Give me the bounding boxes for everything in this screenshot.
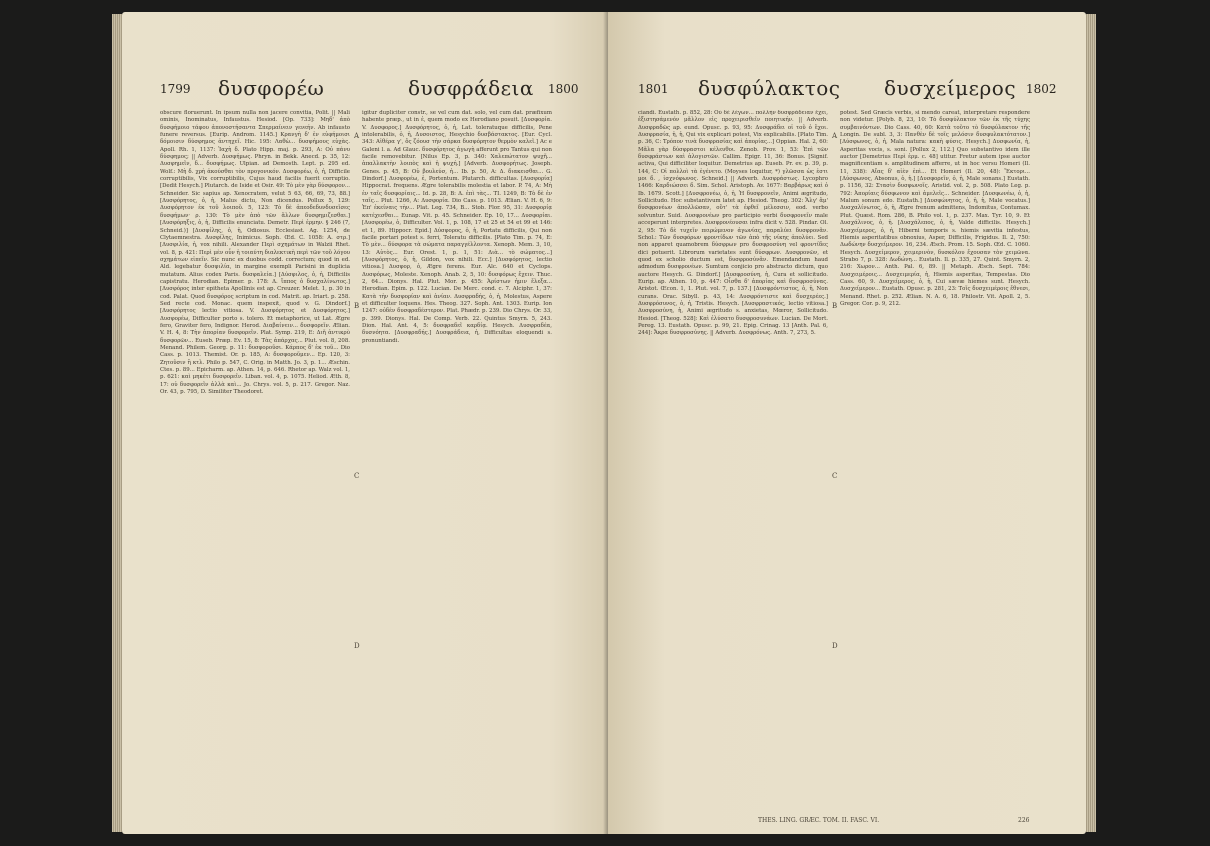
margin-letter-b: B [832, 302, 838, 310]
guide-word-left: δυσφύλακτος [698, 76, 841, 100]
page-number-1801: 1801 [638, 82, 669, 96]
page-stack-left-edge [112, 14, 122, 832]
left-page-column-1: obscure floruerunt. In ipsum nulla non jacere convitia, Polit. || Mali ominis, Inominatus, Infaustus. Hesiod. [Op. 733]: Μηδ' ἀπὸ δυσφήμοιο τάφου ἀπονοστήσαντα Σπερμαίνειν γενεήν. Ab infausto funere reversus. [Eurip. Androm. 1145.] Κρανγὴ δ' ἐν εὐφήμοισι δόμοισιν δύσφημος ἀντηχεῖ. Hic. 195: Λαθὼ... δυσφήμους εὐχὰς. Apoll. Rh. 1, 1137: Ἰαχὴ δ. Plato Hipp. maj. p. 293, A: Οὐ πάνυ δύσφημος; || Adverb. Δυσφήμως. Phryn. in Bekk. Anecd. p. 35, 12: Δυσφημεῖν, δ... δυσφήμως. Ulpian. ad Demosth. Lept. p. 295 ed. Wolf.: Μὴ δ. χρὴ ἀκούσθαι τὸν προγονικόν. Δυσφορέω, ὁ, ἡ, Difficile corruptibilis, Vix corruptibilis, Cujus haud facilis fuerit corruptio. [Dedit Hesych.] Plutarch. de Iside et Osir. 49: Τὸ μὲν γὰρ δύσφορον... Schneider. Sic sapius ap. Xenocratem, velut 5 63, 66, 69, 73, 88.] [Δυσφόρητος, ὁ, ἡ, Malus dictu, Non dicendus. Pollux 5, 129: Δυσφόρητον ἐκ τοῦ λοιποῦ. 5, 123: Τὸ δὲ ἀπεοδεδυνδυσεῖσες δυσφήμων· ρ. 130: Τὸ μὲν ἀπὸ τῶν ἄλλων δυσφημιζεσθαι.] [Δυσφόρηξις, ὁ, ἡ, Difficilis enunciatu. Demetr. Περὶ ἑρμην. § 246 (7, Schneid.)] [Δυσφίλης, ὁ, ἡ, Odiosus. Ecclesiast. Ag. 1254, de Clytaemnestra. Δυσφίλης, Inimicus. Soph. Œd. C. 1058: Α. στρ.] [Δυσφιλία, ἡ, vox nihili. Alexander Περὶ σχημάτων in Walzii Rhet. vol. 8, p. 421: Περὶ μὲν οὖν ἡ τοιαύτη διαλεκτικὴ περὶ τῶν τοῦ λόγου σχημάτων εἰπεῖν. Sic nunc ex duobus codd. correctum; quod in ed. Ald. legebatur δυσφιλία, in margine exempli Parisini in duplicia mutatum. Alius codex Paris. δυσφαλεία.] [Δύσφιλος, ὁ, ἡ, Difficilis capistratu. Herodian. Epimer. p. 178: Δ. ἵππος ὁ δυσχαλίνωτος.] [Δυσφόρος inter epitheta Apollinis est ap. Creuzer. Melet. 1, p. 30 in cod. Palat. Quod δυσφόρος scriptum in cod. Matrit. ap. Iriart. p. 258. Sed recte cod. Monac. quem inspexit, quod v. G. Dindorf.] [Δυσφόρητος lectio vitiosa. V. Δυσφόρητος et Δυσφόρητος.] Δυσφορέω, Difficulter porto s. tolero. Et metaphorice, ut Lat. Ægre fero, Graviter fero, Indignor. Herod. Διαβαίνειν... δυσφορεῖν. Ælian. V. H. 4, 8: Τὴν ἀπορίαν δυσφορεῖν. Plat. Symp. 219, E: Διῆ ἀντικρὺ δυσφορῶν... Euseb. Præp. Ev. 15, 8: Τὰς ἀπάρχας... Plut. vol. 8, 208. Menand. Philem. Georg. p. 11: δυσφοροῦσι. Κάρπος δ' ἐκ τοῦ... Dio Cass. p. 1013. Themist. Or. p. 185, A: δυσφοροῦμεν... Ep. 120, 3: Ζητοῦσιν ἢ κτλ. Philo p. 547, C. Orig. in Matth. Jo. 3, p. 1... Æschin. Ctes. p. 89... Epicharm. ap. Athen. 14, p. 646. Rhetor ap. Walz vol. 1, p. 621: καὶ μηκέτι δυσφορεῖν. Liban. vol. 4, p. 1075. Heliod. Æth. 8, 17: οὐ δυσφορεῖν ἀλλὰ καὶ... Jo. Chrys. vol. 5, p. 217. Gregor. Naz. Or. 43, p. 795, D. Similiter Theodoret. [160, 110, 350, 396]
guide-word-right: δυσφράδεια [408, 76, 534, 100]
right-page-header [638, 76, 1057, 100]
right-page-column-2: potest. Sed Græcis verbis, si mendo careat, interpretare respondere non videtur. [Polyb. 8, 23, 10: Τὸ δυσφύλακτον τῶν ἐκ τῆς τύχης συμβαινόντων. Dio Cass. 40, 60: Κατὰ τοῦτο τὸ δυσφύλακτον τῆς Longin. De subl. 3, 3: Πανθὲν δὲ τοῖς μελόσιν δυσφυλακτότατον.] [Δύσφωνος, ὁ, ἡ, Mala natura: κακὴ φύσις. Hesych.] Δυσφωνία, ἡ, Asperitas vocis, s. soni. [Pollux 2, 112.] Quo substantivo idem ille auctor [Demetrius Περὶ ἑρμ. c. 48] utitur. Fretur autem ipse auctor magnificentiam s. amplitudinem afferre, ut in hoc versu Homeri (Il. 11, 338): Αἴας δ' αἰὲν ἐπὶ... Et Homeri (Il. 20, 48): Ἔκτορι... [Δύσφωνος, Absonus, ὁ, ἡ.] [Δυσφορεῖν, ὁ, ἡ, Male sonans.] Eustath. p. 1156, 32: Στασὶν δυσφωνοῖς. Aristid. vol. 2, p. 508. Plato Leg. p. 792: Ἀπορίαις δύσφωνον καὶ ἀμελεῖς... Schneider. [Δυσφωνέω, ὁ, ἡ, Malum sonum edo. Eustath.] [Δυσφώνητος, ὁ, ἡ, ἡ, Male vocatus.] Δυσχαλίνωτος, ὁ, ἡ, Ægre frenum admittens, Indomitus, Contumax. Plut. Quæst. Rom. 286, B. Philo vol. 1, p. 237. Max. Tyr. 10, 9. Et Δυσχάλινος, ὁ, ἡ. [Δυσχάλεπος, ὁ, ἡ, Valde difficilis. Hesych.] Δυσχείμερος, ὁ, ἡ, Hiberni temporis s. hiemis sævitia infestus, Hiemis asperitatibus obnoxius, Asper, Difficilis, Frigidus. Il. 2, 750: Δωδώνην δυσχείμερον. 16, 234. Æsch. Prom. 15. Soph. Œd. C. 1060. Hesych. Δυσχείμερον, χειμερινὸν, δυσκόλου ἔχουσαν τὸν χειμῶνα. Strabo 7, p. 328: Δωδώνη... Eustath. Il. p. 335, 27. Quint. Smyrn. 2, 216: Χωρον... Anth. Pal. 6, 89. || Metaph. Æsch. Sept. 784: Δυσχειμέροις... Δυσχειμερία, ἡ, Hiemis asperitas, Tempestas. Dio Cass. 60, 9. Δυσχείμερος, ὁ, ἡ, Cui sævæ hiemes sunt. Hesych. Δυσχείμερον... Eustath. Opusc. p. 281, 23: Τοῖς δυσχειμέροις ἔθνεσι, Menand. Rhet. p. 252. Ælian. N. A. 6, 18. Philostr. Vit. Apoll. 2, 5. Gregor. Cor. p. 9, 212. [840, 110, 1030, 307]
page-number-1802: 1802 [1026, 82, 1057, 96]
volume-footer: THES. LING. GRÆC. TOM. II. FASC. VI. [758, 817, 880, 824]
guide-word-right: δυσχείμερος [884, 76, 1017, 100]
left-page-header [160, 76, 579, 100]
left-page [122, 12, 608, 834]
signature-mark: 226 [1018, 817, 1030, 824]
margin-letter-a: A [832, 132, 838, 140]
left-page-column-2: igitur dupliciter constr., se vel cum dat. solo, vel cum dat. præfixum habente præp., ut in ἐ, quem modo ex Herodiano posuit. [Δυσφορία. V. Δυσφορος.] Δυσφόρητος, ὁ, ἡ, Lat. toleratuque difficilis, Pene intolerabilis, ὁ, ἡ, Δυσοιστος, Hesychio δυσβάστακτος. [Eur. Cycl. 343: Αἰθέρα γ', ὅς ζόουσ τὴν σάρκα δυσφόρητον θερμὸν καλεῖ.] Ac e Galeni l. a. Ad Glauc. δυσφόρητος ἀγωγὴ afferunt pro Tantus qui non facile removebitur. [Nilus Ep. 3, p. 340: Χαλεπώτατον ψυχῆ... ἀπαλλακτὴν λοιπὸς καὶ ἡ ψυχή.] [Adverb. Δυσφορήτως. Joseph. Genes. p. 45, B: Οὐ βουλεύσ, ἡ... Ib. p. 50, A: Δ. διακεισθαι... G. Dindorf.] Δυσφορέω, ἐ, Portentum. Plutarch. difficultas. [Δυσφορία] Hippocrat. frequens. Ægre tolerabilis molestia et labor. P. 74, A: Μὴ ἐν ταῖς δυσφορίαις... Id. p. 28, B: Δ. ἐπὶ τὰς... ΤΙ. 1249, B: Τὸ δὲ ἐν ταῖς... Plut. 1266, A: Δυσφορία. Dio Cass. p. 1013. Ælian. V. H. 6, 9: Ἐπ' ἐκείναις τὴν... Plat. Leg. 734, B... Stob. Flor. 95, 31: Δυσφορίᾳ κατέχεσθαι... Eunap. Vit. p. 45. Schneider. Ep. 10, 17... Δυσφορίαι. [Δυσφορέω, ὁ, Difficulter. Vol. 1, p. 108, 17 et 25 et 54 et 99 et 146: et 1, 89. Hippocr. Epid.] Δύσφορος, ὁ, ἡ, Portatu difficilis, Qui non facile portari potest s. ferri, Toleratu difficilis. [Plato Tim. p. 74, E: Τὸ μὲν... δύσφορα τὰ σώματα παραγγέλλοντα. Xenoph. Mem. 3, 10, 13: Αὐτὸς... Eur. Orest. 1, p. 1, 51: Διὰ... τὸ σώματος...] [Δυσφόρητος, ὁ, ἡ, Gildon, vox nihili. Ecc.] [Δυσφόρητος, lectio vitiosa.] Δυσφορ, ὁ, Ægre ferens. Eur. Alc. 640 et Cyclops. Δυσφόρως, Moleste. Xenoph. Anab. 2, 5, 10: δυσφόρως ἔχειν. Thuc. 2, 64... Dionys. Hal. Plut. Mor. p. 455: Ἀρίστων ἡμιν ἔλεξα... Herodian. Epim. p. 122. Lucian. De Merc. cond. c. 7. Alciphr. 1, 37: Κατὰ τὴν δυσφορίαν καὶ ἀνίαν. Δυσφραδής, ὁ, ἡ, Molestus, Aspere et difficulter loquens. Hes. Theog. 327. Soph. Ant. 1303. Eurip. Ion 1247: οὐδὲν δυσφραδέστερον. Plat. Phædr. p. 239. Dio Chrys. Or. 33, p. 399. Dionys. Hal. De Comp. Verb. 22. Quintus Smyrn. 5, 243. Dion. Hal. Ant. 4, 5: δυσφραδεῖ καρδίᾳ. Hesych. Δυσφραδέα, δυσνόητα. [Δυσφραδής.] Δυσφράδεια, ἡ, Difficultas eloquendi s. pronuntiandi. [362, 110, 552, 344]
margin-letter-b: B [354, 302, 360, 310]
margin-letter-c: C [832, 472, 838, 480]
guide-word-left: δυσφορέω [218, 76, 325, 100]
margin-letter-d: D [354, 642, 360, 650]
margin-letter-c: C [354, 472, 360, 480]
page-number-1799: 1799 [160, 82, 191, 96]
margin-letter-d: D [832, 642, 838, 650]
right-page-column-1: ciandi. Eustath. p. 852, 28: Οὐ δὲ λέγων... πολλὴν δυσφράδειαν ἔχει, ἐξιστησάμενόν μᾶλλον εἰς προχειρισθεῖν ποιητικήν. || Adverb. Δυσφραδῶς ap. eund. Opusc. p. 93, 95: Δυσφράδει οἱ τοῦ ὁ ἔχοι. Δυσφρασία, ἡ, ἡ, Qui vix explicari potest, Vix explicabilis. [Plato Tim. p. 36, C: Τρόπον τινὰ δυσφρασίας καὶ ἀπορίας...] Oppian. Hal. 2, 60: Μᾶλα γὰρ δύσφραστοι κέλευθοι. Zenob. Prov. 1, 53: Ἐπὶ τῶν δυσφράστων καὶ ἀλογιστῶν. Callim. Epigr. 11, 36: Bonus. [Signif. activa, Qui difficiliter loquitur. Demetrius ap. Euseb. Pr. ev. p. 39, p. 144, C: Οἱ πολλοὶ τὰ ἐγένετο. (Moyses loquitur, *) γλῶσσα ὡς ἐστι μοι δ. , ἰσχνόφωνος. Schneid.] || Adverb. Δυσφράστως. Lycophro 1466: Καρδιώσσει δ. Sim. Schol. Aristoph. Av. 1677: Βαρβάρως καὶ ὁ Ib. 1679. Scott.] [Δυσφρονέω, ὁ, ἡ, Ἡ δυσφρονεῖν, Animi ægritudo, Sollicitudo. Hoc substantivum latet ap. Hesiod. Theog. 302: Ἄλγ' ἄμ' δυσφρονέων ἀπολλῶσαν, οὔτ' τὰ ἐφθεῖ μέλεσσιν, eod. verbo solvuntur. Suid. Δυσφρονέων pro participio verbi δυσφρονεῖν male acceperunt interpretes. Δυσφρονέουσαι infra dicit v. 528. Pindar. Ol. 2, 95: Τὸ δὲ τυχεῖν πειρώμενον ἀγωνίας, παραλύει δυσφρονᾶν. Schol.: Τῶν δυσφόρων φροντίδων τῶν ἀπὸ τῆς νίκης ἀπολύει. Sed non apparet quamobrem δύσφρων pro δυσφροσύνη vel φροντίδες dici potuerit. Librorum varietates sunt δύσφρων. Δυσφρονῶν, et quod ex scholio ductum est, δυσφροσύνᾶν. Emendandum haud admodum δυσφρονέων. Sumtum conjicio pro abstracto dictum, quo auctore Hesych. G. Dindorf.] [Δυσφροσύνη, ἡ, Cura et sollicitudo. Eurip. ap. Athen. 10, p. 447: Οἶσθα δ' ἀπορίας καὶ δυσφροσύνας. Aristot. Œcon. 1, 1. Plut. vol. 7, p. 137.] [Δυσφρόντιστος, ὁ, ἡ, Non curans. Orac. Sibyll. p. 43, 14: Δυσφρόντιστε καὶ δυσχερέες.] Δυσφρόσυνος, ὁ, ἡ, Tristis. Hesych. [Δυσφραστικός, lectio vitiosa.] Δυσφροσύνη, ἡ, Animi ægritudo s. anxietas, Mœror, Sollicitudo. Hesiod. [Theog. 528]: Καὶ ἐλύσατο δυσφροσυνάων. Lucian. De Mort. Pereg. 13. Eustath. Opusc. p. 99, 21. Epig. Crinag. 13 [Anth. Pal. 6, 244]: Ἄκρα δυσφροσύνης. || Adverb. Δυσφρόνως. Anth. 7, 273, 5. [638, 110, 828, 337]
margin-letter-a: A [354, 132, 360, 140]
page-stack-right-edge [1086, 14, 1096, 832]
right-page [608, 12, 1086, 834]
page-number-1800: 1800 [548, 82, 579, 96]
